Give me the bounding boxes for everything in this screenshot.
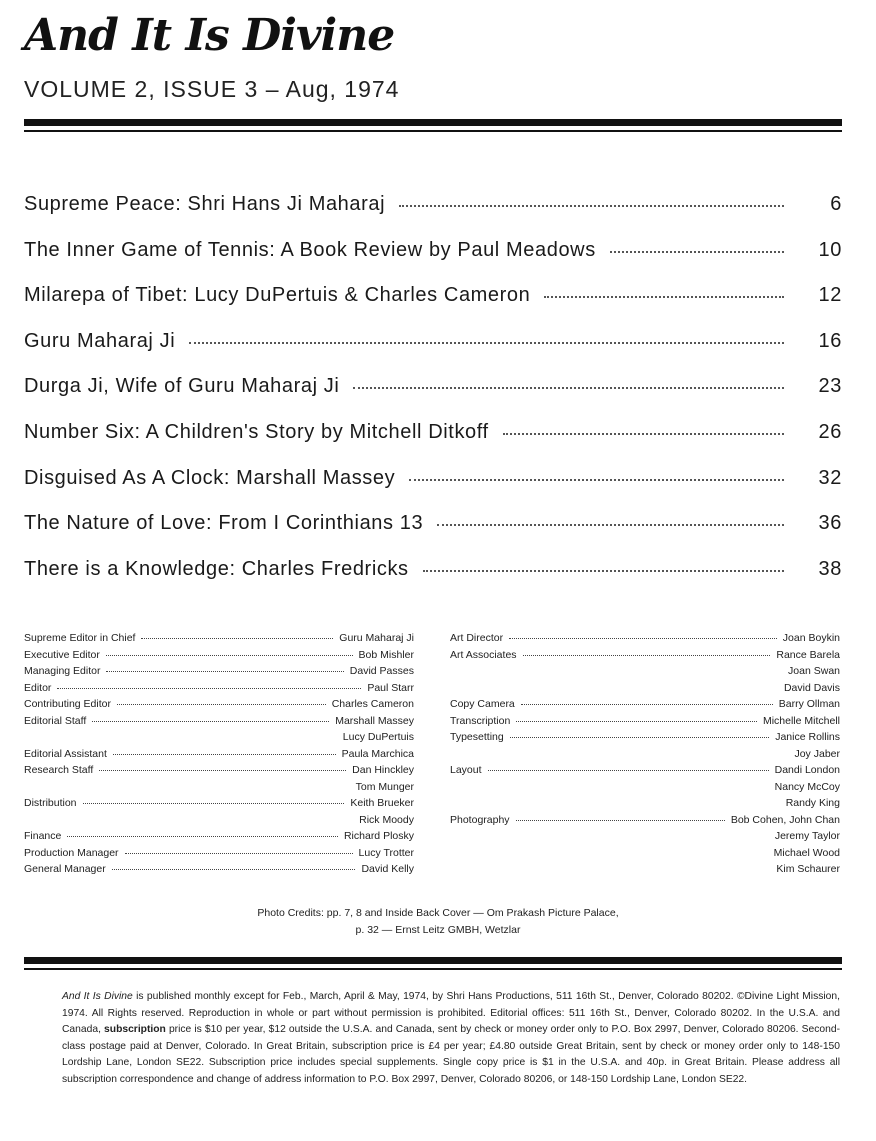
toc-page-number: 23 [818,375,842,398]
toc-page-number: 12 [818,284,842,307]
leader-dots [112,869,356,870]
staff-row [450,715,840,732]
photo-credits-line-1: Photo Credits: pp. 7, 8 and Inside Back Cover — Om Prakash Picture Palace, [257,907,619,919]
staff-name: Michael Wood [773,846,840,859]
staff-name: Charles Cameron [331,698,414,710]
toc-entry[interactable] [24,558,842,604]
staff-row [24,797,414,814]
leader-dots [92,721,329,722]
staff-name: Kim Schaurer [776,863,840,875]
staff-name: Nancy McCoy [774,780,840,793]
leader-dots [83,803,345,804]
staff-row [450,748,840,765]
staff-name: Jeremy Taylor [774,830,840,842]
colophon-magazine-name: And It Is Divine [62,991,133,1002]
toc-title: Durga Ji, Wife of Guru Maharaj Ji [24,375,340,398]
toc-entry[interactable] [24,193,842,239]
table-of-contents [24,193,842,603]
staff-role: Transcription [450,714,511,727]
staff-name: Bob Cohen, John Chan [730,813,840,826]
toc-title: Disguised As A Clock: Marshall Massey [24,466,396,489]
toc-page-number: 26 [818,420,842,443]
staff-row [450,731,840,748]
leader-dots [141,638,333,639]
leader-dots [67,836,338,837]
staff-role: Layout [450,764,482,776]
toc-page-number: 16 [818,329,842,352]
staff-name: Richard Plosky [343,830,414,842]
staff-name: Michelle Mitchell [762,714,840,727]
staff-name: Dan Hinckley [352,764,414,776]
staff-name: David Davis [783,681,840,694]
colophon-subscription-label: subscription [104,1024,166,1036]
staff-row [450,797,840,814]
staff-role: Editorial Staff [24,714,87,727]
staff-role: Editor [24,681,52,694]
toc-title: The Nature of Love: From I Corinthians 13 [24,512,424,535]
staff-row [24,764,414,781]
staff-row [450,682,840,699]
staff-role: Art Director [450,632,504,644]
leader-dots [117,704,326,705]
staff-row [24,715,414,732]
staff-role: Supreme Editor in Chief [24,632,136,644]
toc-entry[interactable] [24,512,842,558]
leader-dots [57,688,361,689]
staff-name: Joan Boykin [782,632,840,644]
staff-row [24,665,414,682]
staff-name: Bob Mishler [358,648,414,661]
toc-entry[interactable] [24,284,842,330]
leader-dots [509,638,777,639]
leader-dots [423,570,784,572]
bottom-rule-thick [24,957,842,964]
staff-row [24,748,414,765]
staff-row [450,781,840,798]
toc-title: The Inner Game of Tennis: A Book Review by Paul Meadows [24,238,596,261]
toc-title: Supreme Peace: Shri Hans Ji Maharaj [24,193,386,215]
staff-row [24,649,414,666]
leader-dots [125,853,353,854]
staff-row [24,781,414,798]
toc-entry[interactable] [24,239,842,285]
staff-role: Art Associates [450,648,517,661]
staff-role: Editorial Assistant [24,747,107,760]
leader-dots [399,205,784,207]
staff-name: Dandi London [774,764,840,776]
leader-dots [189,342,784,344]
staff-list-left [24,632,414,880]
staff-name: Janice Rollins [775,731,840,743]
staff-role: Photography [450,813,510,826]
toc-title: Guru Maharaj Ji [24,329,176,352]
staff-row [24,632,414,649]
staff-row [24,814,414,831]
toc-title: There is a Knowledge: Charles Fredricks [24,557,409,580]
leader-dots [503,433,784,435]
toc-title: Number Six: A Children's Story by Mitchell Ditkoff [24,420,489,443]
staff-role: Typesetting [450,731,504,743]
leader-dots [510,737,770,738]
staff-name: Keith Brueker [350,797,414,809]
staff-name: Rick Moody [359,813,414,826]
issue-line: VOLUME 2, ISSUE 3 – Aug, 1974 [24,76,400,102]
staff-role: Production Manager [24,846,119,859]
toc-entry[interactable] [24,375,842,421]
leader-dots [409,479,784,481]
staff-name: Joy Jaber [794,747,840,760]
staff-name: Marshall Massey [335,714,414,727]
toc-title: Milarepa of Tibet: Lucy DuPertuis & Charles Cameron [24,284,531,307]
leader-dots [610,251,784,253]
staff-role: Distribution [24,797,77,809]
staff-name: Lucy Trotter [358,846,414,859]
staff-name: Paula Marchica [341,747,414,760]
staff-row [450,649,840,666]
staff-row [24,863,414,880]
staff-role: Research Staff [24,764,94,776]
leader-dots [488,770,769,771]
staff-row [450,698,840,715]
leader-dots [437,524,784,526]
staff-name: Randy King [785,797,840,809]
staff-name: Rance Barela [776,648,840,661]
staff-row [24,682,414,699]
colophon-text-1: is published monthly except for Feb., March, April & May, 1974, by Shri Hans Productions, 511 16th St., Denver, Colorado 80202. ©Divine Light Mission, 1974. All Rights reserved. Reproduction in whole or part without permission is prohibited. Editorial offices: 511 16th St., Denver, Colorado 80202. In the U.S.A. and Canada, [62,991,840,1036]
staff-role: Finance [24,830,62,842]
staff-row [450,665,840,682]
staff-name: David Kelly [361,863,414,875]
top-rule-thick [24,119,842,126]
staff-row [450,863,840,880]
staff-list-right [450,632,840,880]
leader-dots [106,671,343,672]
staff-role: Copy Camera [450,698,515,710]
magazine-title: And It Is Divine [24,10,395,61]
staff-row [24,731,414,748]
staff-row [24,698,414,715]
leader-dots [99,770,346,771]
staff-row [24,830,414,847]
staff-name: Paul Starr [367,681,414,694]
staff-role: Contributing Editor [24,698,111,710]
bottom-rule-thin [24,968,842,970]
leader-dots [544,296,784,298]
toc-page-number: 38 [818,557,842,580]
staff-row [450,847,840,864]
staff-name: Barry Ollman [778,698,840,710]
leader-dots [521,704,773,705]
staff-name: Tom Munger [355,780,414,793]
staff-name: Joan Swan [788,665,840,677]
staff-row [24,847,414,864]
toc-entry[interactable] [24,467,842,513]
toc-page-number: 36 [818,512,842,535]
toc-page-number: 10 [818,238,842,261]
staff-role: General Manager [24,863,106,875]
staff-role: Executive Editor [24,648,100,661]
photo-credits-line-2: p. 32 — Ernst Leitz GMBH, Wetzlar [355,924,521,936]
toc-page-number: 6 [830,193,842,215]
staff-name: David Passes [349,665,414,677]
staff-row [450,814,840,831]
toc-entry[interactable] [24,421,842,467]
toc-entry[interactable] [24,330,842,376]
leader-dots [113,754,336,755]
leader-dots [106,655,353,656]
staff-role: Managing Editor [24,665,101,677]
colophon-text-2: price is $10 per year, $12 outside the U.S.A. and Canada, sent by check or money order only to P.O. Box 2997, Denver, Colorado 80206. Second-class postage paid at Denver, Colorado. In Great Britain, subscription price is £4 per year; £4.80 outside Great Britain, sent by check or money order only to 148-150 Lordship Lane, London SE22. Subscription price includes special supplements. Single copy price is $1 in the U.S.A. and 40p. in Great Britain. Please address all subscription correspondence and change of address information to P.O. Box 2997, Denver, Colorado 80206, or 148-150 Lordship Lane, London SE22. [62,1024,841,1085]
top-rule-thin [24,130,842,132]
staff-row [450,632,840,649]
staff-name: Guru Maharaj Ji [339,632,414,644]
leader-dots [516,721,757,722]
leader-dots [516,820,725,821]
leader-dots [523,655,771,656]
toc-page-number: 32 [818,466,842,489]
staff-row [450,830,840,847]
publication-colophon [62,989,840,1089]
leader-dots [353,387,784,389]
staff-row [450,764,840,781]
staff-name: Lucy DuPertuis [342,731,414,743]
